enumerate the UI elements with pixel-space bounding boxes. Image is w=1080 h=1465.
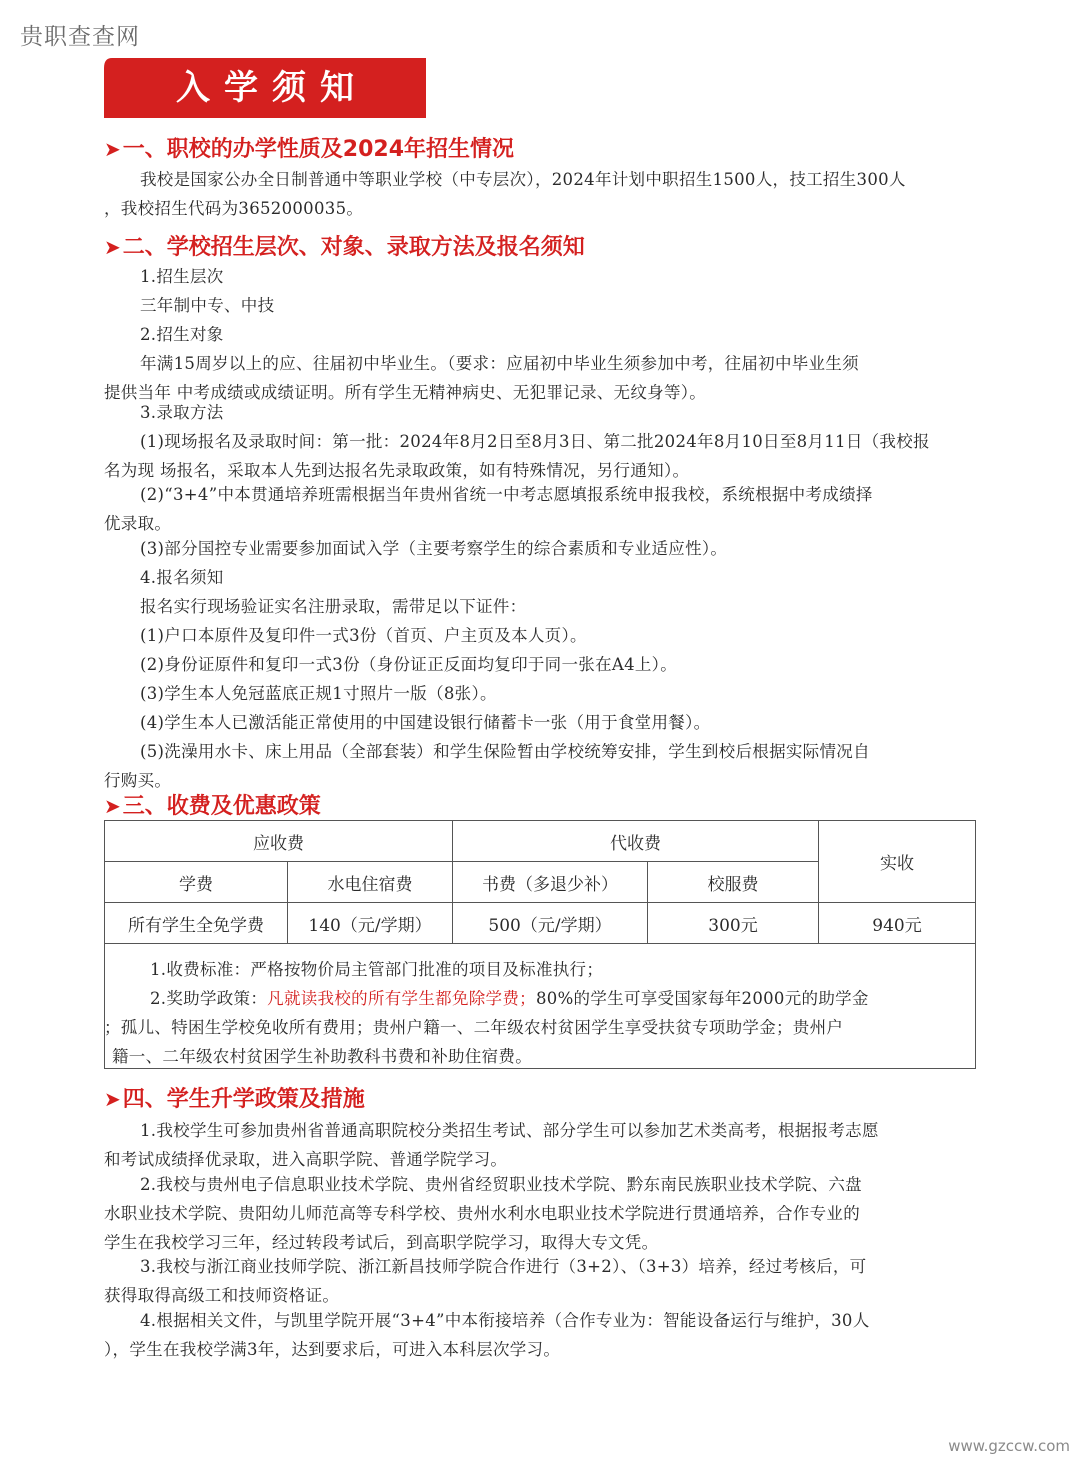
note-line: ；孤儿、特困生学校免收所有费用；贵州户籍一、二年级农村贫困学生享受扶贫专项助学金；贵州户 <box>104 1018 844 1037</box>
header-actual: 实收 <box>819 821 976 903</box>
text-line: 4.报名须知 <box>140 568 224 587</box>
header-receivable: 应收费 <box>105 821 453 862</box>
text-line: (4)学生本人已激活能正常使用的中国建设银行储蓄卡一张（用于食堂用餐）。 <box>140 713 711 732</box>
text-line: (1)现场报名及录取时间：第一批：2024年8月2日至8月3日、第二批2024年8月10日至8月11日（我校报 <box>140 432 930 451</box>
section-4-heading: ➤四、学生升学政策及措施 <box>104 1087 365 1112</box>
arrow-icon: ➤ <box>104 137 121 161</box>
page-title: 入学须知 <box>176 68 368 108</box>
section-2-heading: ➤二、学校招生层次、对象、录取方法及报名须知 <box>104 235 585 260</box>
text-line: 获得取得高级工和技师资格证。 <box>104 1286 340 1305</box>
text-line: 2.招生对象 <box>140 325 224 344</box>
header-books: 书费（多退少补） <box>453 862 648 903</box>
cell-actual: 940元 <box>819 903 976 944</box>
text-line: 1.我校学生可参加贵州省普通高职院校分类招生考试、部分学生可以参加艺术类高考，根据报考志愿 <box>140 1121 879 1140</box>
text-line: 水职业技术学院、贵阳幼儿师范高等专科学校、贵州水利水电职业技术学院进行贯通培养，合作专业的 <box>104 1204 860 1223</box>
text-line: 三年制中专、中技 <box>140 296 275 315</box>
text-line: 3.我校与浙江商业技师学院、浙江新昌技师学院合作进行（3+2）、（3+3）培养，经过考核后，可 <box>140 1257 867 1276</box>
text-line: 提供当年 中考成绩或成绩证明。所有学生无精神病史、无犯罪记录、无纹身等）。 <box>104 383 707 402</box>
text-line: 我校是国家公办全日制普通中等职业学校（中专层次），2024年计划中职招生1500人，技工招生300人 <box>140 170 906 189</box>
section-3-heading: ➤三、收费及优惠政策 <box>104 794 321 819</box>
text-line: 年满15周岁以上的应、往届初中毕业生。（要求：应届初中毕业生须参加中考，往届初中毕业生须 <box>140 354 859 373</box>
fee-table <box>104 820 976 944</box>
header-utilities: 水电住宿费 <box>288 862 453 903</box>
text-line: 行购买。 <box>104 771 172 790</box>
text-line: 4.根据相关文件，与凯里学院开展“3+4”中本衔接培养（合作专业为：智能设备运行与维护，30人 <box>140 1311 870 1330</box>
title-banner <box>104 58 426 118</box>
text-line: ），学生在我校学满3年，达到要求后，可进入本科层次学习。 <box>104 1340 561 1359</box>
note-line: 1.收费标准：严格按物价局主管部门批准的项目及标准执行； <box>150 960 604 979</box>
text-line: 报名实行现场验证实名注册录取，需带足以下证件： <box>140 597 527 616</box>
arrow-icon: ➤ <box>104 1087 121 1111</box>
header-tuition: 学费 <box>105 862 288 903</box>
section-1-heading: ➤一、职校的办学性质及2024年招生情况 <box>104 137 514 162</box>
text-line: 学生在我校学习三年，经过转段考试后，到高职学院学习，取得大专文凭。 <box>104 1233 659 1252</box>
cell-utilities: 140（元/学期） <box>288 903 453 944</box>
text-line: (2)身份证原件和复印一式3份（身份证正反面均复印于同一张在A4上）。 <box>140 655 678 674</box>
site-watermark: 贵职查查网 <box>20 24 140 50</box>
arrow-icon: ➤ <box>104 235 121 259</box>
text-line: (5)洗澡用水卡、床上用品（全部套装）和学生保险暂由学校统筹安排，学生到校后根据实际情况自 <box>140 742 870 761</box>
text-line: 1.招生层次 <box>140 267 224 286</box>
text-line: 名为现 场报名，采取本人先到达报名先录取政策，如有特殊情况，另行通知）。 <box>104 461 690 480</box>
text-line: ，我校招生代码为3652000035。 <box>104 199 364 218</box>
text-line: 优录取。 <box>104 514 172 533</box>
header-uniform: 校服费 <box>648 862 819 903</box>
header-collected: 代收费 <box>453 821 819 862</box>
site-url-watermark: www.gzccw.com <box>948 1437 1070 1455</box>
table-row <box>105 903 976 944</box>
cell-uniform: 300元 <box>648 903 819 944</box>
text-line: (3)部分国控专业需要参加面试入学（主要考察学生的综合素质和专业适应性）。 <box>140 539 728 558</box>
cell-tuition: 所有学生全免学费 <box>105 903 288 944</box>
text-line: (1)户口本原件及复印件一式3份（首页、户主页及本人页）。 <box>140 626 587 645</box>
text-line: 2.我校与贵州电子信息职业技术学院、贵州省经贸职业技术学院、黔东南民族职业技术学院、六盘 <box>140 1175 862 1194</box>
text-line: 和考试成绩择优录取，进入高职学院、普通学院学习。 <box>104 1150 508 1169</box>
text-line: (3)学生本人免冠蓝底正规1寸照片一版（8张）。 <box>140 684 497 703</box>
cell-books: 500（元/学期） <box>453 903 648 944</box>
highlight-text: 凡就读我校的所有学生都免除学费； <box>267 989 536 1008</box>
text-line: 3.录取方法 <box>140 403 224 422</box>
note-line: 2.奖助学政策：凡就读我校的所有学生都免除学费；80%的学生可享受国家每年2000元的助学金 <box>150 989 869 1008</box>
text-line: (2)“3+4”中本贯通培养班需根据当年贵州省统一中考志愿填报系统申报我校，系统根据中考成绩择 <box>140 485 873 504</box>
note-line: 籍一、二年级农村贫困学生补助教科书费和补助住宿费。 <box>112 1047 532 1066</box>
arrow-icon: ➤ <box>104 794 121 818</box>
